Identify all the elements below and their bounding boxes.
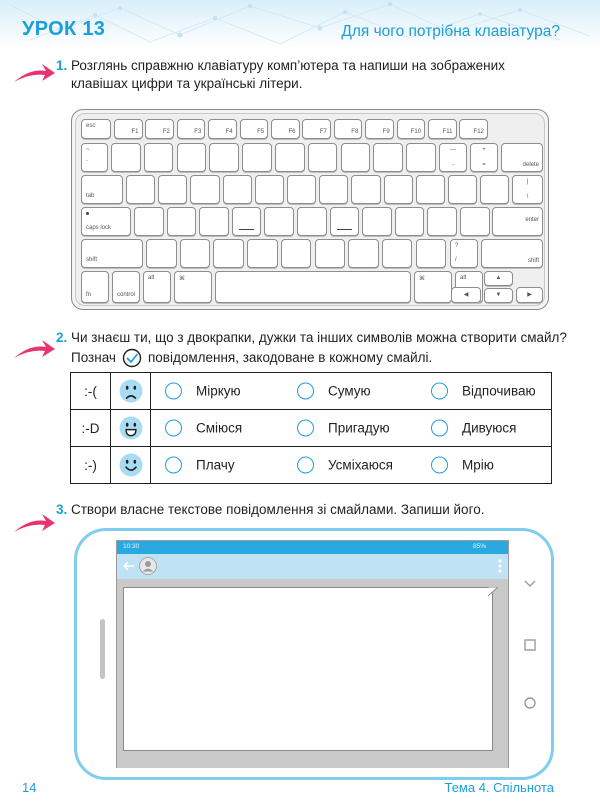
key-letter-blank[interactable] [384,175,413,204]
key-letter-blank[interactable] [126,175,155,204]
task-3-text: Створи власне текстове повідомлення зі смайлами. Запиши його. [71,502,485,517]
key-letter-blank[interactable] [348,239,379,268]
task-2-arrow-icon [12,338,56,360]
key-letter-blank[interactable] [362,207,392,236]
task-2-instruction: повідомлення, закодоване в кожному смайлі. [147,350,433,365]
key-f9[interactable] [365,119,394,139]
square-button-icon[interactable] [524,639,536,651]
key-digit-blank[interactable] [144,143,174,172]
key-f3[interactable] [177,119,206,139]
key-tab[interactable]: tab [81,175,123,204]
check-circle-icon [122,348,142,368]
key-letter-blank[interactable] [167,207,197,236]
task-1-arrow-icon [12,62,56,84]
key-label: F11 [442,129,453,135]
key-letter-blank[interactable] [232,207,262,236]
key-label: F4 [225,129,233,135]
key-digit-blank[interactable] [275,143,305,172]
task-2-number: 2. [56,330,68,345]
key-letter-blank[interactable] [395,207,425,236]
key-space[interactable] [215,271,411,303]
key-letter-blank[interactable] [158,175,187,204]
answer-option-label: Сміюся [196,420,243,436]
task-2-text-line-2 [71,348,432,368]
key-letter-blank[interactable] [190,175,219,204]
key-letter-blank[interactable] [247,239,278,268]
key-f6[interactable] [271,119,300,139]
task-1-text-line-1: Розглянь справжню клавіатуру комп’ютера та напиши на зображених [71,58,505,73]
key-letter-blank[interactable] [223,175,252,204]
key-letter-blank[interactable] [287,175,316,204]
key-label: F7 [319,129,327,135]
chat-area [117,579,508,768]
back-arrow-icon[interactable] [123,561,135,571]
circle-button-icon[interactable] [524,697,536,709]
key-digit-blank[interactable] [209,143,239,172]
smiley-table [70,372,552,484]
emoticon-code: :-( [71,373,111,410]
answer-option-label: Сумую [328,383,371,399]
radio-circle[interactable] [165,383,182,400]
key-digit-blank[interactable] [111,143,141,172]
answer-option[interactable] [165,383,241,400]
emoticon-face-cell [111,447,151,484]
key-label: F8 [351,129,359,135]
key-caps-lock[interactable]: caps lock [81,207,131,236]
answer-option[interactable] [431,457,494,474]
answer-option-label: Відпочиваю [462,383,536,399]
answer-option[interactable] [297,457,393,474]
answer-option-label: Дивуюся [462,420,517,436]
key-label: F9 [382,129,390,135]
key-letter-blank[interactable] [213,239,244,268]
task-3-arrow-icon [12,512,56,534]
emoticon-face-cell [111,373,151,410]
chevron-down-icon[interactable] [523,579,537,589]
keyboard-illustration [71,109,549,310]
key-label: F1 [131,129,139,135]
key-control[interactable]: control [112,271,140,303]
answer-option-label: Пригадую [328,420,390,436]
answer-option[interactable] [431,383,536,400]
footer-topic: Тема 4. Спільнота [444,780,554,795]
key-label: F5 [257,129,265,135]
key-fn[interactable]: fn [81,271,109,303]
key-arrow-left[interactable]: ◀ [451,287,481,303]
bubble-tail-icon [488,587,498,597]
key-label: F3 [194,129,202,135]
message-input-bubble[interactable] [123,587,493,751]
key-command-right[interactable]: ⌘ [414,271,452,303]
key-letter-blank[interactable] [264,207,294,236]
phone-screen [116,540,509,768]
task-1-text-line-2: клавішах цифри та українські літери. [71,76,303,91]
radio-circle[interactable] [297,383,314,400]
radio-circle[interactable] [431,420,448,437]
table-row [71,410,552,447]
key-arrow-down[interactable]: ▼ [484,288,513,303]
key-shift-left[interactable]: shift [81,239,143,268]
key-letter-blank[interactable] [448,175,477,204]
frown-face-icon [119,379,143,403]
key-equals[interactable]: + = [470,143,498,172]
radio-circle[interactable] [165,420,182,437]
emoticon-face-cell [111,410,151,447]
more-menu-icon[interactable] [498,559,502,573]
key-digit-blank[interactable] [242,143,272,172]
emoticon-code: :-) [71,447,111,484]
key-f12[interactable] [459,119,488,139]
answer-option-label: Плачу [196,457,235,473]
key-f8[interactable] [334,119,363,139]
key-digit-blank[interactable] [406,143,436,172]
key-digit-blank[interactable] [308,143,338,172]
key-letter-blank[interactable] [416,175,445,204]
key-label: F6 [288,129,296,135]
key-command-left[interactable]: ⌘ [174,271,212,303]
key-tilde[interactable]: ~ ` [81,143,108,172]
answer-option[interactable] [165,457,235,474]
radio-circle[interactable] [165,457,182,474]
radio-circle[interactable] [297,420,314,437]
smile-face-icon [119,453,143,477]
key-f5[interactable] [240,119,269,139]
answer-option-label: Усміхаюся [328,457,393,473]
table-row [71,447,552,484]
key-arrow-right[interactable]: ▶ [516,287,543,303]
key-letter-blank[interactable] [180,239,211,268]
options-cell [151,373,552,410]
key-letter-blank[interactable] [319,175,348,204]
key-esc[interactable]: esc [81,119,111,139]
status-battery: 85% [472,543,486,550]
radio-circle[interactable] [431,457,448,474]
key-letter-blank[interactable] [330,207,360,236]
key-letter-blank[interactable] [297,207,327,236]
key-letter-blank[interactable] [315,239,346,268]
options-cell [151,447,552,484]
key-letter-blank[interactable] [134,207,164,236]
key-digit-blank[interactable] [177,143,207,172]
key-letter-blank[interactable] [146,239,177,268]
key-f11[interactable] [428,119,457,139]
emoticon-code: :-D [71,410,111,447]
status-time: 10:30 [123,543,140,550]
key-digit-blank[interactable] [341,143,371,172]
key-enter[interactable]: enter [492,207,543,236]
key-letter-blank[interactable] [351,175,380,204]
key-f1[interactable] [114,119,143,139]
key-arrow-up[interactable]: ▲ [484,271,513,286]
key-letter-blank[interactable] [480,175,509,204]
task-3-number: 3. [56,502,68,517]
grin-face-icon [119,416,143,440]
lesson-label: УРОК 13 [22,18,106,40]
key-delete[interactable]: delete [501,143,543,172]
key-letter-blank[interactable] [199,207,229,236]
key-minus[interactable]: — - [439,143,467,172]
task-2-text-line-1: Чи знаєш ти, що з двокрапки, дужки та інших символів можна створити смайл? [71,330,567,345]
page-number: 14 [22,780,37,795]
key-f7[interactable] [302,119,331,139]
key-letter-blank[interactable] [281,239,312,268]
key-letter-blank[interactable] [427,207,457,236]
table-row [71,373,552,410]
lesson-title: Для чого потрібна клавіатура? [341,23,560,40]
avatar-icon[interactable] [139,557,157,575]
key-digit-blank[interactable] [373,143,403,172]
answer-option-label: Мрію [462,457,494,473]
task-1-number: 1. [56,58,68,73]
answer-option[interactable] [431,420,517,437]
key-f10[interactable] [397,119,426,139]
phone-side-button [100,619,105,679]
key-letter-blank[interactable] [460,207,490,236]
answer-option[interactable] [165,420,242,437]
key-letter-blank[interactable] [382,239,413,268]
key-slash[interactable]: ? / [450,239,478,268]
task-2-mark-word: Познач [71,350,116,365]
key-letter-blank[interactable] [416,239,447,268]
key-label: F10 [410,129,422,135]
answer-option[interactable] [297,383,371,400]
key-backslash[interactable]: | \ [512,175,543,204]
key-alt-right[interactable]: alt [455,271,483,303]
answer-option[interactable] [297,420,390,437]
key-label: F12 [473,129,484,135]
key-letter-blank[interactable] [255,175,284,204]
options-cell [151,410,552,447]
key-label: F2 [162,129,170,135]
key-f2[interactable] [145,119,174,139]
radio-circle[interactable] [431,383,448,400]
key-shift-right[interactable]: shift [481,239,543,268]
key-f4[interactable] [208,119,237,139]
radio-circle[interactable] [297,457,314,474]
header-band [0,0,600,48]
chat-toolbar [117,554,508,579]
answer-option-label: Міркую [196,383,241,399]
key-alt[interactable]: alt [143,271,171,303]
phone-status-bar [117,541,508,554]
phone-illustration [74,528,554,780]
